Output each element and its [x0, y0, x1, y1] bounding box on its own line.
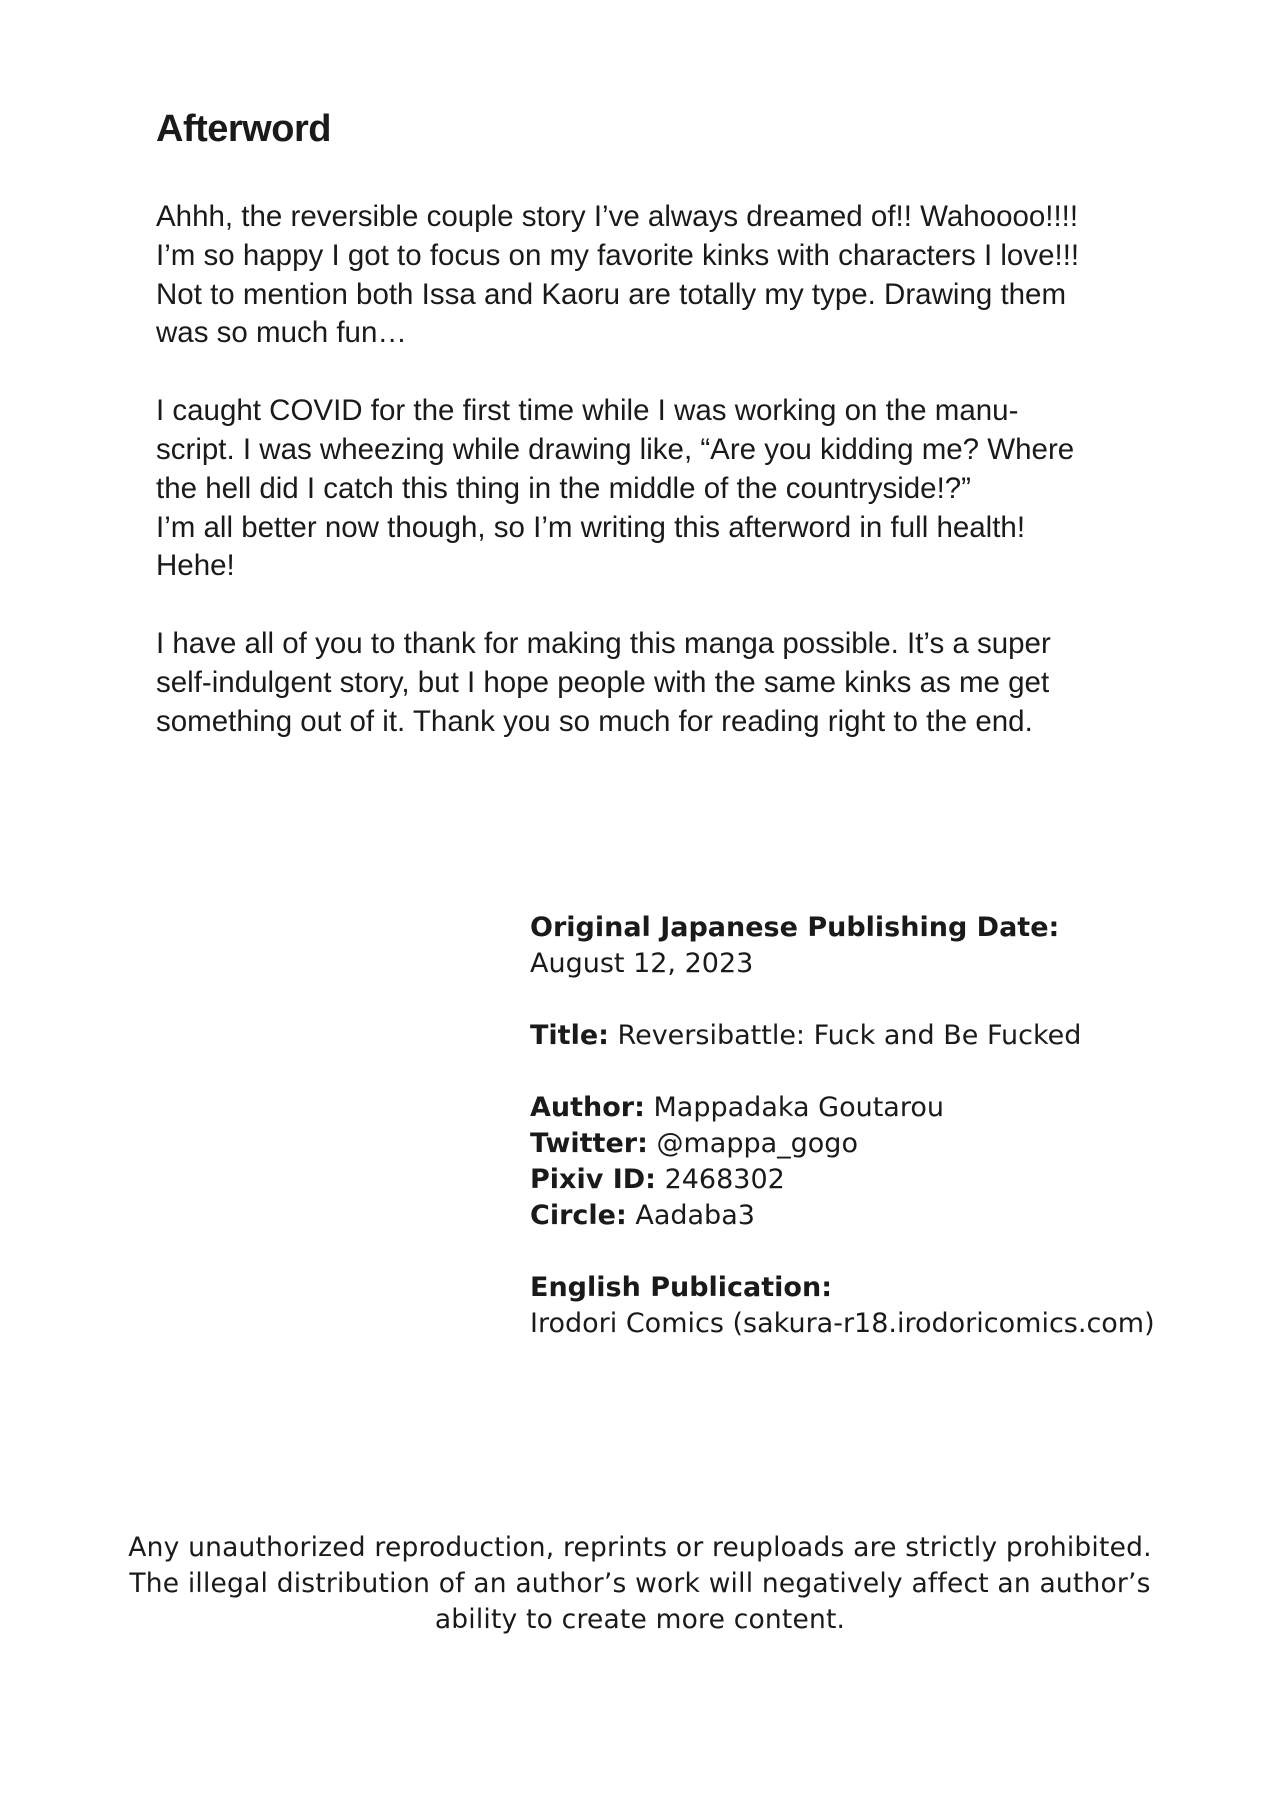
title-label: Title:	[530, 1020, 609, 1051]
notice-line: Any unauthorized reproduction, reprints or reuploads are strictly prohibited.	[128, 1532, 1152, 1563]
circle-label: Circle:	[530, 1200, 627, 1231]
paragraph-line: I’m so happy I got to focus on my favorite kinks with characters I love!!!	[156, 238, 1080, 272]
english-publication-group	[530, 1270, 1230, 1342]
notice-line: ability to create more content.	[434, 1604, 846, 1635]
twitter-label: Twitter:	[530, 1128, 648, 1159]
copyright-notice	[0, 1530, 1280, 1638]
paragraph-line: something out of it. Thank you so much for reading right to the end.	[156, 704, 1033, 738]
afterword-section	[156, 104, 1176, 781]
paragraph-line: script. I was wheezing while drawing like, “Are you kidding me? Where	[156, 432, 1075, 466]
afterword-paragraph	[156, 198, 1176, 353]
paragraph-line: the hell did I catch this thing in the middle of the countryside!?”	[156, 471, 971, 505]
paragraph-line: I’m all better now though, so I’m writing this afterword in full health!	[156, 510, 1026, 544]
title-value: Reversibattle: Fuck and Be Fucked	[617, 1020, 1082, 1051]
title-row	[530, 1018, 1230, 1054]
afterword-title: Afterword	[156, 108, 331, 150]
publish-date-group	[530, 910, 1230, 982]
afterword-body	[156, 198, 1176, 742]
paragraph-line: I have all of you to thank for making this manga possible. It’s a super	[156, 627, 1051, 661]
twitter-value: @mappa_gogo	[656, 1128, 858, 1159]
notice-line: The illegal distribution of an author’s work will negatively affect an author’s	[129, 1568, 1151, 1599]
paragraph-line: Hehe!	[156, 549, 235, 583]
english-publication-label: English Publication:	[530, 1272, 832, 1303]
paragraph-line: self-indulgent story, but I hope people with the same kinks as me get	[156, 665, 1050, 699]
pixiv-value: 2468302	[664, 1164, 785, 1195]
paragraph-line: Ahhh, the reversible couple story I’ve always dreamed of!! Wahoooo!!!!	[156, 200, 1079, 233]
twitter-row	[530, 1126, 1230, 1162]
author-row	[530, 1090, 1230, 1126]
circle-row	[530, 1198, 1230, 1234]
publish-date-label: Original Japanese Publishing Date:	[530, 912, 1060, 943]
paragraph-line: was so much fun…	[156, 316, 407, 350]
pixiv-label: Pixiv ID:	[530, 1164, 656, 1195]
author-group	[530, 1090, 1230, 1234]
pixiv-row	[530, 1162, 1230, 1198]
publication-credits	[530, 910, 1230, 1378]
author-label: Author:	[530, 1092, 645, 1123]
english-publication-value: Irodori Comics (sakura-r18.irodoricomics.com)	[530, 1308, 1155, 1339]
circle-value: Aadaba3	[635, 1200, 755, 1231]
author-value: Mappadaka Goutarou	[653, 1092, 944, 1123]
afterword-paragraph	[156, 625, 1176, 741]
title-group	[530, 1018, 1230, 1054]
publish-date-value: August 12, 2023	[530, 948, 754, 979]
paragraph-line: I caught COVID for the first time while I was working on the manu-	[156, 394, 1019, 428]
afterword-paragraph	[156, 392, 1176, 586]
paragraph-line: Not to mention both Issa and Kaoru are totally my type. Drawing them	[156, 277, 1067, 311]
